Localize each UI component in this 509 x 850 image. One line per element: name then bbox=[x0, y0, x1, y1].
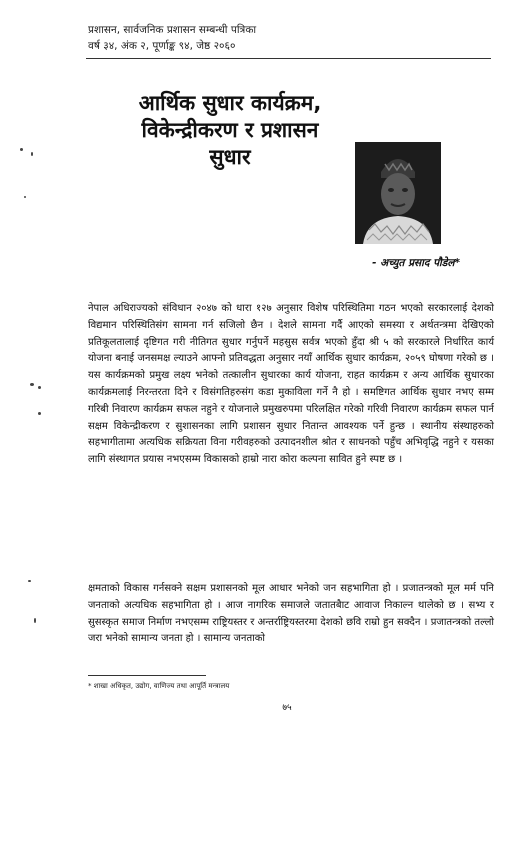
scan-speck bbox=[31, 152, 33, 156]
scan-speck bbox=[38, 412, 41, 415]
title-line-1: आर्थिक सुधार कार्यक्रम, bbox=[138, 91, 322, 115]
scan-speck bbox=[20, 148, 23, 151]
journal-name: प्रशासन, सार्वजनिक प्रशासन सम्बन्धी पत्रिका bbox=[88, 24, 257, 36]
scan-speck bbox=[28, 580, 31, 582]
footnote: * शाखा अधिकृत, उद्योग, वाणिज्य तथा आपूर्ति मन्त्रालय bbox=[88, 682, 230, 690]
body-paragraph-1: नेपाल अधिराज्यको संविधान २०४७ को धारा १२७ अनुसार विशेष परिस्थितिमा गठन भएको सरकारलाई देशको विद्यमान परिस्थितिसंग सामना गर्न सजिलो छैन । देशले सामना गर्दै आएको समस्या र अर्थतन्त्रमा देखिएको प्रतिकूलतालाई दृष्टिगत गरी नीतिगत सुधार गर्नुपर्ने महसुस सर्वत्र भएको हुँदा श्री ५ को सरकारले निर्धारित कार्य योजना बनाई जनसमक्ष ल्याउने आफ्नो प्रतिवद्धता अनुसार नयाँ आर्थिक सुधार कार्यक्रम, २०५९ घोषणा गरेको छ । यस कार्यक्रमको प्रमुख लक्ष्य भनेको तत्कालीन सुधारका कार्य योजना, राहत कार्यक्रम र अन्य आर्थिक सुधारका कार्यक्रमलाई निरन्तरता दिने र विसंगतिहरुसंग कडा मुकाविला गर्ने नै हो । समष्टिगत आर्थिक सुधार नभए सम्म गरिबी निवारण कार्यक्रम सफल नहुने र योजनाले प्रमुखरुपमा परिलक्षित गरेको गरिवी निवारण कार्यक्रम सफल पार्न सक्षम विकेन्द्रीकरण र सुशासनका लागि प्रशासन सुधार नितान्त आवश्यक पर्ने हुन्छ । स्थानीय संस्थाहरुको सहभागीतामा अत्यधिक सक्रियता विना गरीवहरुको उत्पादनशील श्रोत र साधनको पहुँच अभिवृद्धि नहुने र यसका लागि संस्थागत प्रयास नभएसम्म विकासको हाम्रो नारा कोरा कल्पना सावित हुने स्पष्ट छ । bbox=[88, 303, 494, 466]
footnote-divider bbox=[88, 675, 206, 676]
page-number: ७५ bbox=[282, 703, 292, 713]
title-line-3: सुधार bbox=[209, 145, 251, 169]
scan-speck bbox=[30, 383, 34, 386]
author-photo bbox=[355, 142, 441, 244]
scan-speck bbox=[38, 386, 41, 389]
header-divider bbox=[86, 58, 491, 59]
scan-speck bbox=[24, 196, 26, 198]
scan-speck bbox=[34, 618, 36, 623]
body-paragraph-2: क्षमताको विकास गर्नसक्ने सक्षम प्रशासनको मूल आधार भनेको जन सहभागिता हो । प्रजातन्त्रको मूल मर्म पनि जनताको अत्यधिक सहभागिता हो । आज नागरिक समाजले जतातबैाट आवाज निकाल्न थालेको छ । सभ्य र सुसस्कृत समाज निर्माण नभएसम्म राष्ट्रियस्तर र अन्तर्राष्ट्रियस्तरमा देशको छवि राम्रो हुन सक्दैन । प्रजातन्त्रको तल्लो जरा भनेको सामान्य जनता हो । सामान्य जनताको bbox=[88, 583, 494, 645]
article-title bbox=[120, 90, 340, 171]
journal-header bbox=[88, 22, 488, 54]
issue-info: वर्ष ३४, अंक २, पूर्णाङ्क ९४, जेष्ठ २०६० bbox=[88, 40, 236, 52]
author-name: - अच्युत प्रसाद पौडेल* bbox=[372, 257, 460, 269]
title-line-2: विकेन्द्रीकरण र प्रशासन bbox=[141, 118, 319, 142]
